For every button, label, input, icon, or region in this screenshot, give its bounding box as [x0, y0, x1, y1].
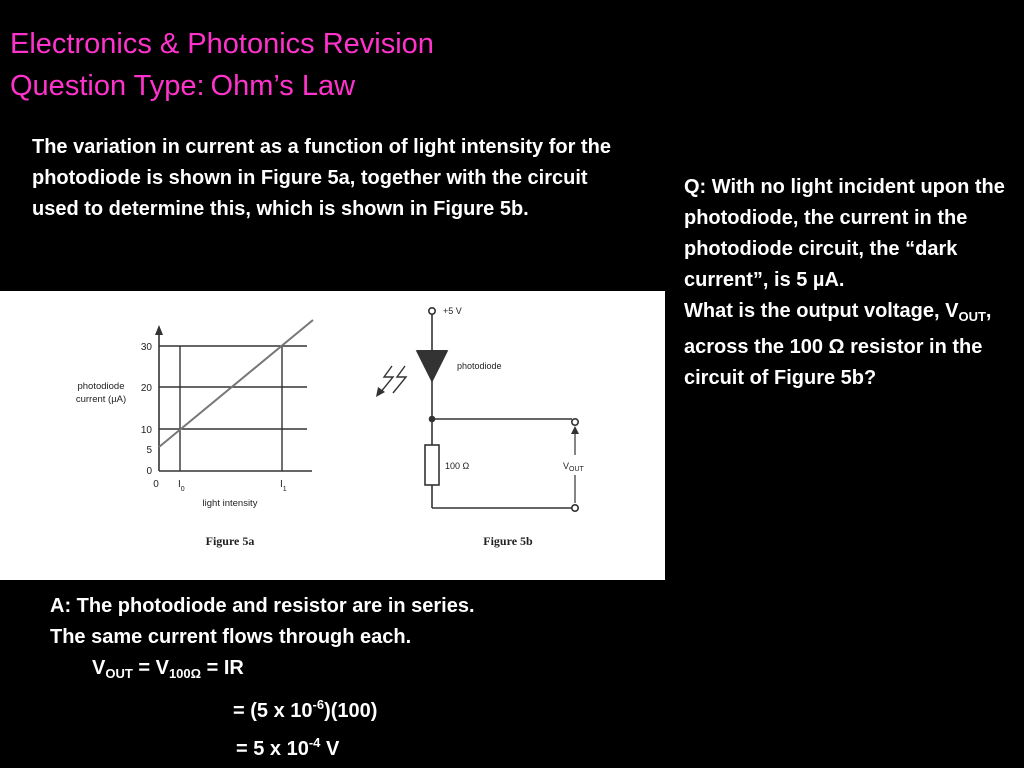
resistor-symbol: [425, 445, 439, 485]
answer-line1: A: The photodiode and resistor are in series.: [50, 595, 475, 617]
answer-block: [50, 591, 650, 765]
photodiode-symbol: [417, 351, 447, 381]
light-arrow-1: [380, 366, 393, 393]
figure-5b: [376, 308, 579, 511]
question-topic: Ohm’s Law: [210, 70, 356, 102]
y-axis-arrow: [155, 325, 163, 335]
light-arrow-2: [393, 366, 406, 393]
figure-panel: [0, 291, 665, 580]
intro-text: The variation in current as a function of light intensity for the photodiode is shown in Figure 5a, together with the circuit used to determine this, which is shown in Figure 5b.: [32, 136, 611, 220]
y-tick-20: 20: [140, 383, 152, 394]
vout-terminal-bottom: [572, 505, 578, 511]
question-text: [684, 172, 1019, 394]
vout-arrowhead: [571, 426, 579, 434]
question-type-label: Question Type:: [10, 70, 205, 102]
current-line: [159, 320, 313, 447]
answer-equation-1: $V_{OUT} = V_{100\Omega}$ = IR: [92, 657, 244, 681]
answer-equation-2: = (5 x $10^{-6})(100)$: [233, 697, 378, 722]
resistor-label: 100 Ω: [445, 461, 470, 471]
x-tick-origin: 0: [153, 479, 159, 490]
question-type: [10, 70, 355, 103]
answer-equation-3: = 5 x $10^{-4}$ V: [236, 735, 340, 760]
y-label-line2: current (µA): [75, 394, 127, 405]
question-part1: Q: With no light incident upon the photodiode, the current in the photodiode circuit, the “dark current”, is 5 µA.: [684, 176, 1005, 291]
slide-title: Electronics & Photonics Revision: [10, 28, 434, 60]
figures-svg: [0, 291, 665, 580]
y-label-line1: photodiode: [77, 381, 125, 392]
photodiode-label: photodiode: [457, 361, 502, 371]
y-tick-10: 10: [140, 425, 152, 436]
vout-label: $V_{OUT}$: [563, 461, 584, 473]
y-tick-0: 0: [146, 466, 152, 477]
figure-5b-caption: Figure 5b: [483, 534, 533, 548]
x-axis-label: light intensity: [202, 498, 258, 509]
vout-terminal-top: [572, 419, 578, 425]
x-tick-i1: $I_1$: [280, 479, 287, 493]
supply-terminal: [429, 308, 435, 314]
y-tick-30: 30: [140, 342, 152, 353]
question-part2: What is the output voltage, $V_{OUT}$, across the 100 Ω resistor in the circuit of Figure 5b?: [684, 300, 992, 389]
figure-5a: [155, 320, 313, 471]
figure-5a-caption: Figure 5a: [205, 534, 255, 548]
x-tick-i0: $I_0$: [178, 479, 185, 493]
answer-line2: The same current flows through each.: [50, 626, 412, 648]
y-tick-5: 5: [146, 445, 152, 456]
supply-label: +5 V: [443, 306, 462, 316]
